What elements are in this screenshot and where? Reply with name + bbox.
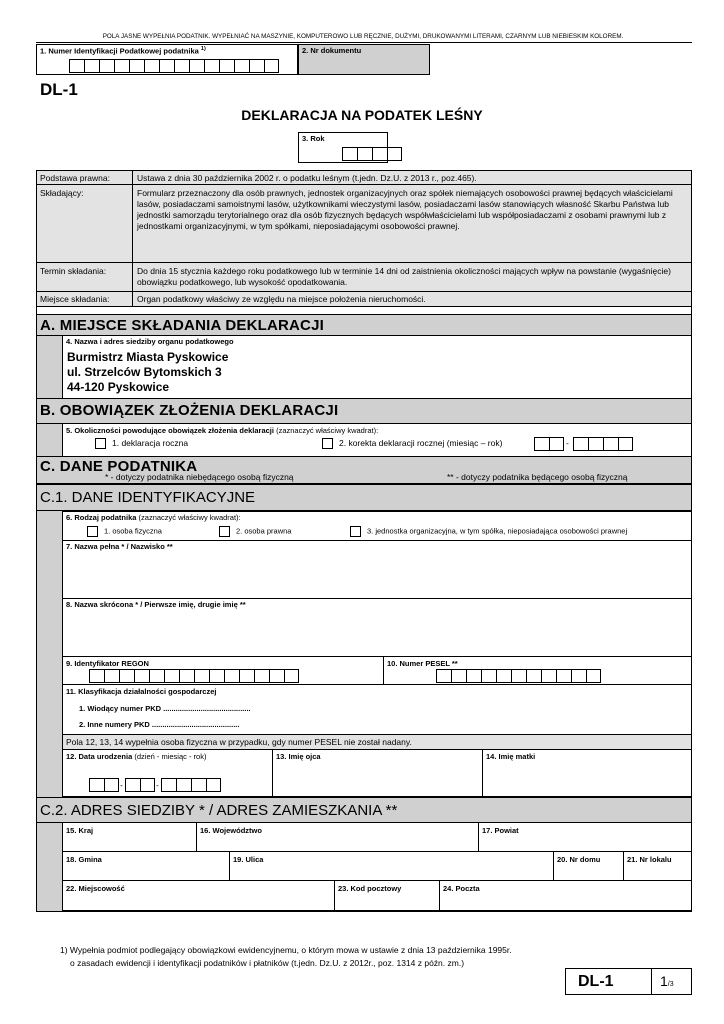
footnote-line2: o zasadach ewidencji i identyfikacji podatników i płatników (t.jedn. Dz.U. z 2012r., poz. 1314 z późn. zm.) bbox=[70, 958, 465, 968]
apartment-number-label: 21. Nr lokalu bbox=[627, 855, 672, 864]
regon-cells[interactable] bbox=[89, 669, 299, 683]
tax-office-street: ul. Strzelców Bytomskich 3 bbox=[67, 365, 222, 379]
mother-name-label: 14. Imię matki bbox=[486, 752, 536, 761]
annual-checkbox[interactable] bbox=[95, 438, 106, 449]
form-title: DEKLARACJA NA PODATEK LEŚNY bbox=[241, 107, 483, 123]
correction-checkbox[interactable] bbox=[322, 438, 333, 449]
footnote-line1: 1) Wypełnia podmiot podlegający obowiązkowi ewidencyjnemu, o którym mowa w ustawie z dnia 13 października 1995r. bbox=[60, 945, 512, 955]
regon-field[interactable] bbox=[62, 657, 384, 685]
info-label-submitter: Składający: bbox=[40, 188, 84, 198]
section-a-header bbox=[36, 314, 692, 336]
section-c-title: C. DANE PODATNIKA bbox=[40, 458, 198, 475]
section-a-title: A. MIEJSCE SKŁADANIA DEKLARACJI bbox=[40, 317, 325, 334]
correction-year-cells[interactable] bbox=[573, 437, 633, 451]
tax-office-name: Burmistrz Miasta Pyskowice bbox=[67, 350, 229, 364]
year-field[interactable] bbox=[298, 132, 388, 163]
regon-label: 9. Identyfikator REGON bbox=[66, 659, 149, 668]
pesel-note-row bbox=[62, 735, 692, 750]
obligation-label: 5. Okoliczności powodujące obowiązek złożenia deklaracji bbox=[66, 426, 274, 435]
section-b-margin bbox=[36, 424, 62, 456]
tax-office-field bbox=[62, 336, 692, 398]
taxpayer-type-field bbox=[62, 511, 692, 541]
type-unit-option[interactable] bbox=[350, 526, 627, 537]
type-natural-label: 1. osoba fizyczna bbox=[104, 526, 162, 536]
nip-field[interactable] bbox=[36, 44, 298, 75]
info-label-place: Miejsce składania: bbox=[40, 294, 110, 304]
section-c2-title: C.2. ADRES SIEDZIBY * / ADRES ZAMIESZKANIA ** bbox=[40, 802, 398, 819]
info-text-deadline: Do dnia 15 stycznia każdego roku podatkowego lub w terminie 14 dni od zaistnienia okoliczności mających wpływ na powstanie (wygaśnięcie) obowiązku podatkowego, lub wysokość opodatkowania. bbox=[137, 266, 671, 287]
section-b-title: B. OBOWIĄZEK ZŁOŻENIA DEKLARACJI bbox=[40, 402, 339, 419]
pesel-note: Pola 12, 13, 14 wypełnia osoba fizyczna w przypadku, gdy numer PESEL nie został nadany. bbox=[66, 737, 412, 747]
correction-label: 2. korekta deklaracji rocznej (miesiąc – rok) bbox=[339, 438, 503, 448]
street-field[interactable] bbox=[230, 852, 554, 881]
document-number-field bbox=[298, 44, 430, 75]
page-number: 1 bbox=[660, 973, 668, 989]
correction-month-cells[interactable] bbox=[534, 437, 564, 451]
obligation-hint: (zaznaczyć właściwy kwadrat): bbox=[276, 426, 379, 435]
full-name-label: 7. Nazwa pełna * / Nazwisko ** bbox=[66, 542, 173, 551]
obligation-field: 5. Okoliczności powodujące obowiązek złożenia deklaracji (zaznaczyć właściwy kwadrat): 1. deklaracja roczna 2. korekta deklaracji rocznej (miesiąc – rok) - bbox=[62, 424, 692, 456]
father-name-field[interactable] bbox=[273, 750, 483, 797]
info-label-legal: Podstawa prawna: bbox=[40, 173, 110, 183]
voivodeship-field[interactable] bbox=[197, 823, 479, 852]
county-field[interactable] bbox=[479, 823, 692, 852]
taxpayer-type-label: 6. Rodzaj podatnika bbox=[66, 513, 137, 522]
type-legal-option[interactable] bbox=[219, 526, 291, 537]
mother-name-field[interactable] bbox=[483, 750, 692, 797]
option-annual[interactable] bbox=[95, 438, 188, 449]
nip-footnote-ref: 1) bbox=[200, 46, 206, 52]
municipality-field[interactable] bbox=[62, 852, 230, 881]
section-c-note-legal: * - dotyczy podatnika niebędącego osobą fizyczną bbox=[105, 472, 294, 482]
type-unit-label: 3. jednostka organizacyjna, w tym spółka, nieposiadająca osobowości prawnej bbox=[367, 526, 628, 536]
nip-cells[interactable] bbox=[69, 59, 279, 73]
section-a-margin bbox=[36, 336, 62, 398]
section-c2-header bbox=[36, 797, 692, 823]
country-label: 15. Kraj bbox=[66, 826, 94, 835]
info-label-deadline: Termin składania: bbox=[40, 266, 107, 276]
pesel-field[interactable] bbox=[384, 657, 692, 685]
tax-office-city: 44-120 Pyskowice bbox=[67, 380, 170, 394]
pesel-cells[interactable] bbox=[436, 669, 601, 683]
section-c-note-natural: ** - dotyczy podatnika będącego osobą fizyczną bbox=[447, 472, 628, 482]
form-code: DL-1 bbox=[40, 80, 78, 99]
pkd-other: 2. Inne numery PKD .......................................... bbox=[79, 720, 240, 729]
nip-label: 1. Numer Identyfikacji Podatkowej podatnika bbox=[40, 46, 199, 56]
birth-date-hint: (dzień - miesiąc - rok) bbox=[134, 752, 207, 761]
info-text-legal: Ustawa z dnia 30 października 2002 r. o podatku leśnym (t.jedn. Dz.U. z 2013 r., poz.465). bbox=[137, 173, 477, 183]
municipality-label: 18. Gmina bbox=[66, 855, 102, 864]
pkd-main: 1. Wiodący numer PKD .......................................... bbox=[79, 704, 251, 713]
annual-label: 1. deklaracja roczna bbox=[112, 438, 189, 448]
tax-office-label: 4. Nazwa i adres siedziby organu podatkowego bbox=[66, 337, 234, 346]
document-number-label: 2. Nr dokumentu bbox=[302, 46, 362, 55]
option-correction[interactable] bbox=[322, 438, 502, 449]
post-office-field[interactable] bbox=[440, 881, 692, 911]
section-c-header bbox=[36, 456, 692, 484]
voivodeship-label: 16. Województwo bbox=[200, 826, 262, 835]
section-c1-title: C.1. DANE IDENTYFIKACYJNE bbox=[40, 489, 256, 506]
type-natural-option[interactable] bbox=[87, 526, 162, 537]
country-field[interactable] bbox=[62, 823, 197, 852]
year-cells[interactable] bbox=[342, 147, 402, 161]
street-label: 19. Ulica bbox=[233, 855, 264, 864]
birth-date-field[interactable]: 12. Data urodzenia (dzień - miesiąc - rok) - - bbox=[62, 750, 273, 797]
year-label: 3. Rok bbox=[302, 134, 325, 143]
apartment-number-field[interactable] bbox=[624, 852, 692, 881]
footer-form-code: DL-1 bbox=[578, 973, 614, 990]
top-instruction: POLA JASNE WYPEŁNIA PODATNIK. WYPEŁNIAĆ NA MASZYNIE, KOMPUTEROWO LUB RĘCZNIE, DUŻYMI, DRUKOWANYMI LITERAMI, CZARNYM LUB NIEBIESKIM KOLOREM. bbox=[102, 33, 624, 40]
section-c-margin bbox=[36, 511, 62, 911]
house-number-label: 20. Nr domu bbox=[557, 855, 601, 864]
short-name-label: 8. Nazwa skrócona * / Pierwsze imię, drugie imię ** bbox=[66, 600, 246, 609]
postal-code-field[interactable] bbox=[335, 881, 440, 911]
type-unit-checkbox[interactable] bbox=[350, 526, 361, 537]
short-name-field[interactable] bbox=[62, 599, 692, 657]
pkd-label: 11. Klasyfikacja działalności gospodarczej bbox=[66, 687, 217, 696]
full-name-field[interactable] bbox=[62, 541, 692, 599]
postal-code-label: 23. Kod pocztowy bbox=[338, 884, 402, 893]
pesel-label: 10. Numer PESEL ** bbox=[387, 659, 458, 668]
house-number-field[interactable] bbox=[554, 852, 624, 881]
section-b-header bbox=[36, 398, 692, 424]
birth-month-cells[interactable] bbox=[125, 778, 155, 792]
info-text-place: Organ podatkowy właściwy ze względu na miejsce położenia nieruchomości. bbox=[137, 294, 426, 304]
type-legal-checkbox[interactable] bbox=[219, 526, 230, 537]
page-total: /3 bbox=[667, 981, 674, 988]
type-legal-label: 2. osoba prawna bbox=[236, 526, 292, 536]
taxpayer-type-hint: (zaznaczyć właściwy kwadrat): bbox=[138, 513, 241, 522]
father-name-label: 13. Imię ojca bbox=[276, 752, 321, 761]
county-label: 17. Powiat bbox=[482, 826, 519, 835]
birth-day-cells[interactable] bbox=[89, 778, 119, 792]
birth-date-label: 12. Data urodzenia bbox=[66, 752, 133, 761]
footer-code-box bbox=[565, 968, 692, 995]
section-c1-header bbox=[36, 484, 692, 511]
type-natural-checkbox[interactable] bbox=[87, 526, 98, 537]
locality-field[interactable] bbox=[62, 881, 335, 911]
post-office-label: 24. Poczta bbox=[443, 884, 480, 893]
pkd-field[interactable] bbox=[62, 685, 692, 735]
info-text-submitter: Formularz przeznaczony dla osób prawnych, jednostek organizacyjnych oraz spółek niemających osobowości prawnej będących właścicielami lasów, posiadaczami samoistnymi lasów, użytkownikami wieczystymi lasów, posiadaczami lasów stanowiących własność Skarbu Państwa lub jednostki samorządu terytorialnego oraz dla osób fizycznych będących współwłaścicielami lub współposiadaczami z osobami prawnymi lub z jednostkami organizacyjnymi, w tym spółkami, nieposiadającymi osobowości prawnej. bbox=[137, 188, 673, 231]
birth-year-cells[interactable] bbox=[161, 778, 221, 792]
top-rule bbox=[36, 42, 692, 43]
locality-label: 22. Miejscowość bbox=[66, 884, 125, 893]
